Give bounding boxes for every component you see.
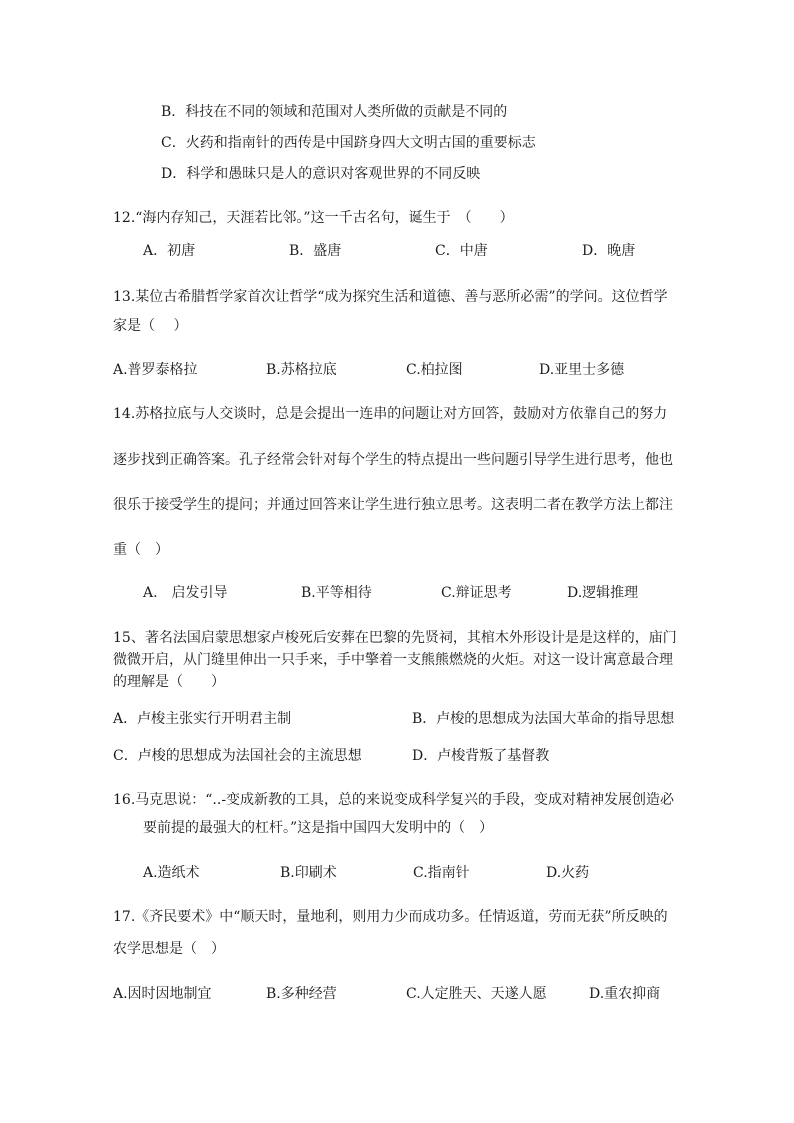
q11-option-b: B．科技在不同的领域和范围对人类所做的贡献是不同的: [161, 104, 508, 120]
q15-option-a: A．卢梭主张实行开明君主制: [113, 711, 292, 727]
q13-option-b: B.苏格拉底: [266, 362, 337, 378]
q13-option-c: C.柏拉图: [406, 362, 463, 378]
q11-option-d: D．科学和愚昧只是人的意识对客观世界的不同反映: [161, 166, 481, 182]
q15-stem-line-2: 微微开启，从门缝里伸出一只手来，手中擎着一支熊熊燃烧的火炬。对这一设计寓意最合理: [113, 652, 673, 668]
q14-stem-line-3: 很乐于接受学生的提问；并通过回答来让学生进行独立思考。这表明二者在教学方法上都注: [113, 497, 673, 513]
q14-option-d: D.逻辑推理: [567, 585, 639, 601]
q14-option-b: B.平等相待: [301, 585, 372, 601]
q16-option-d: D.火药: [546, 865, 590, 881]
q17-stem-line-1: 17.《齐民要术》中“顺天时，量地利，则用力少而成功多。任情返道，劳而无获”所反映的: [113, 909, 668, 925]
q14-stem-line-1: 14.苏格拉底与人交谈时，总是会提出一连串的问题让对方回答，鼓励对方依靠自己的努力: [113, 406, 668, 422]
q13-stem-line-2: 家是（ ）: [113, 318, 188, 334]
q14-option-c: C.辩证思考: [441, 585, 512, 601]
q14-stem-line-2: 逐步找到正确答案。孔子经常会针对每个学生的特点提出一些问题引导学生进行思考，他也: [113, 452, 673, 468]
q17-option-a: A.因时因地制宜: [113, 986, 212, 1002]
q17-option-d: D.重农抑商: [589, 986, 661, 1002]
q17-option-b: B.多种经营: [266, 986, 337, 1002]
q14-stem-line-4: 重（ ）: [113, 542, 169, 558]
q12-option-d: D．晚唐: [582, 243, 636, 259]
q12-stem: 12.“海内存知己，天涯若比邻。”这一千古名句，诞生于 （ ）: [113, 210, 514, 226]
q14-option-a: A. 启发引导: [143, 585, 228, 601]
q13-stem-line-1: 13.某位古希腊哲学家首次让哲学“成为探究生活和道德、善与恶所必需”的学问。这位哲学: [113, 289, 668, 305]
q17-option-c: C.人定胜天、天遂人愿: [406, 986, 547, 1002]
q17-stem-line-2: 农学思想是（ ）: [113, 941, 225, 957]
q16-option-c: C.指南针: [413, 865, 470, 881]
q16-option-b: B.印刷术: [280, 865, 337, 881]
q12-option-b: B．盛唐: [289, 243, 342, 259]
q16-stem-line-2: 要前提的最强大的杠杆。”这是指中国四大发明中的（ ）: [143, 820, 494, 836]
q15-stem-line-3: 的理解是（ ）: [113, 674, 225, 690]
q12-option-c: C．中唐: [435, 243, 488, 259]
q13-option-a: A.普罗泰格拉: [113, 362, 198, 378]
q13-option-d: D.亚里士多德: [539, 362, 625, 378]
q16-stem-line-1: 16.马克思说：“..-变成新教的工具，总的来说变成科学复兴的手段，变成对精神发展创造必: [113, 792, 675, 808]
q16-option-a: A.造纸术: [143, 865, 200, 881]
q15-option-b: B．卢梭的思想成为法国大革命的指导思想: [412, 711, 675, 727]
q15-option-c: C．卢梭的思想成为法国社会的主流思想: [113, 748, 362, 764]
q11-option-c: C．火药和指南针的西传是中国跻身四大文明古国的重要标志: [161, 135, 536, 151]
q15-stem-line-1: 15、著名法国启蒙思想家卢梭死后安葬在巴黎的先贤祠，其棺木外形设计是是这样的，庙门: [113, 630, 677, 646]
q15-option-d: D．卢梭背叛了基督教: [412, 748, 550, 764]
q12-option-a: A．初唐: [143, 243, 196, 259]
